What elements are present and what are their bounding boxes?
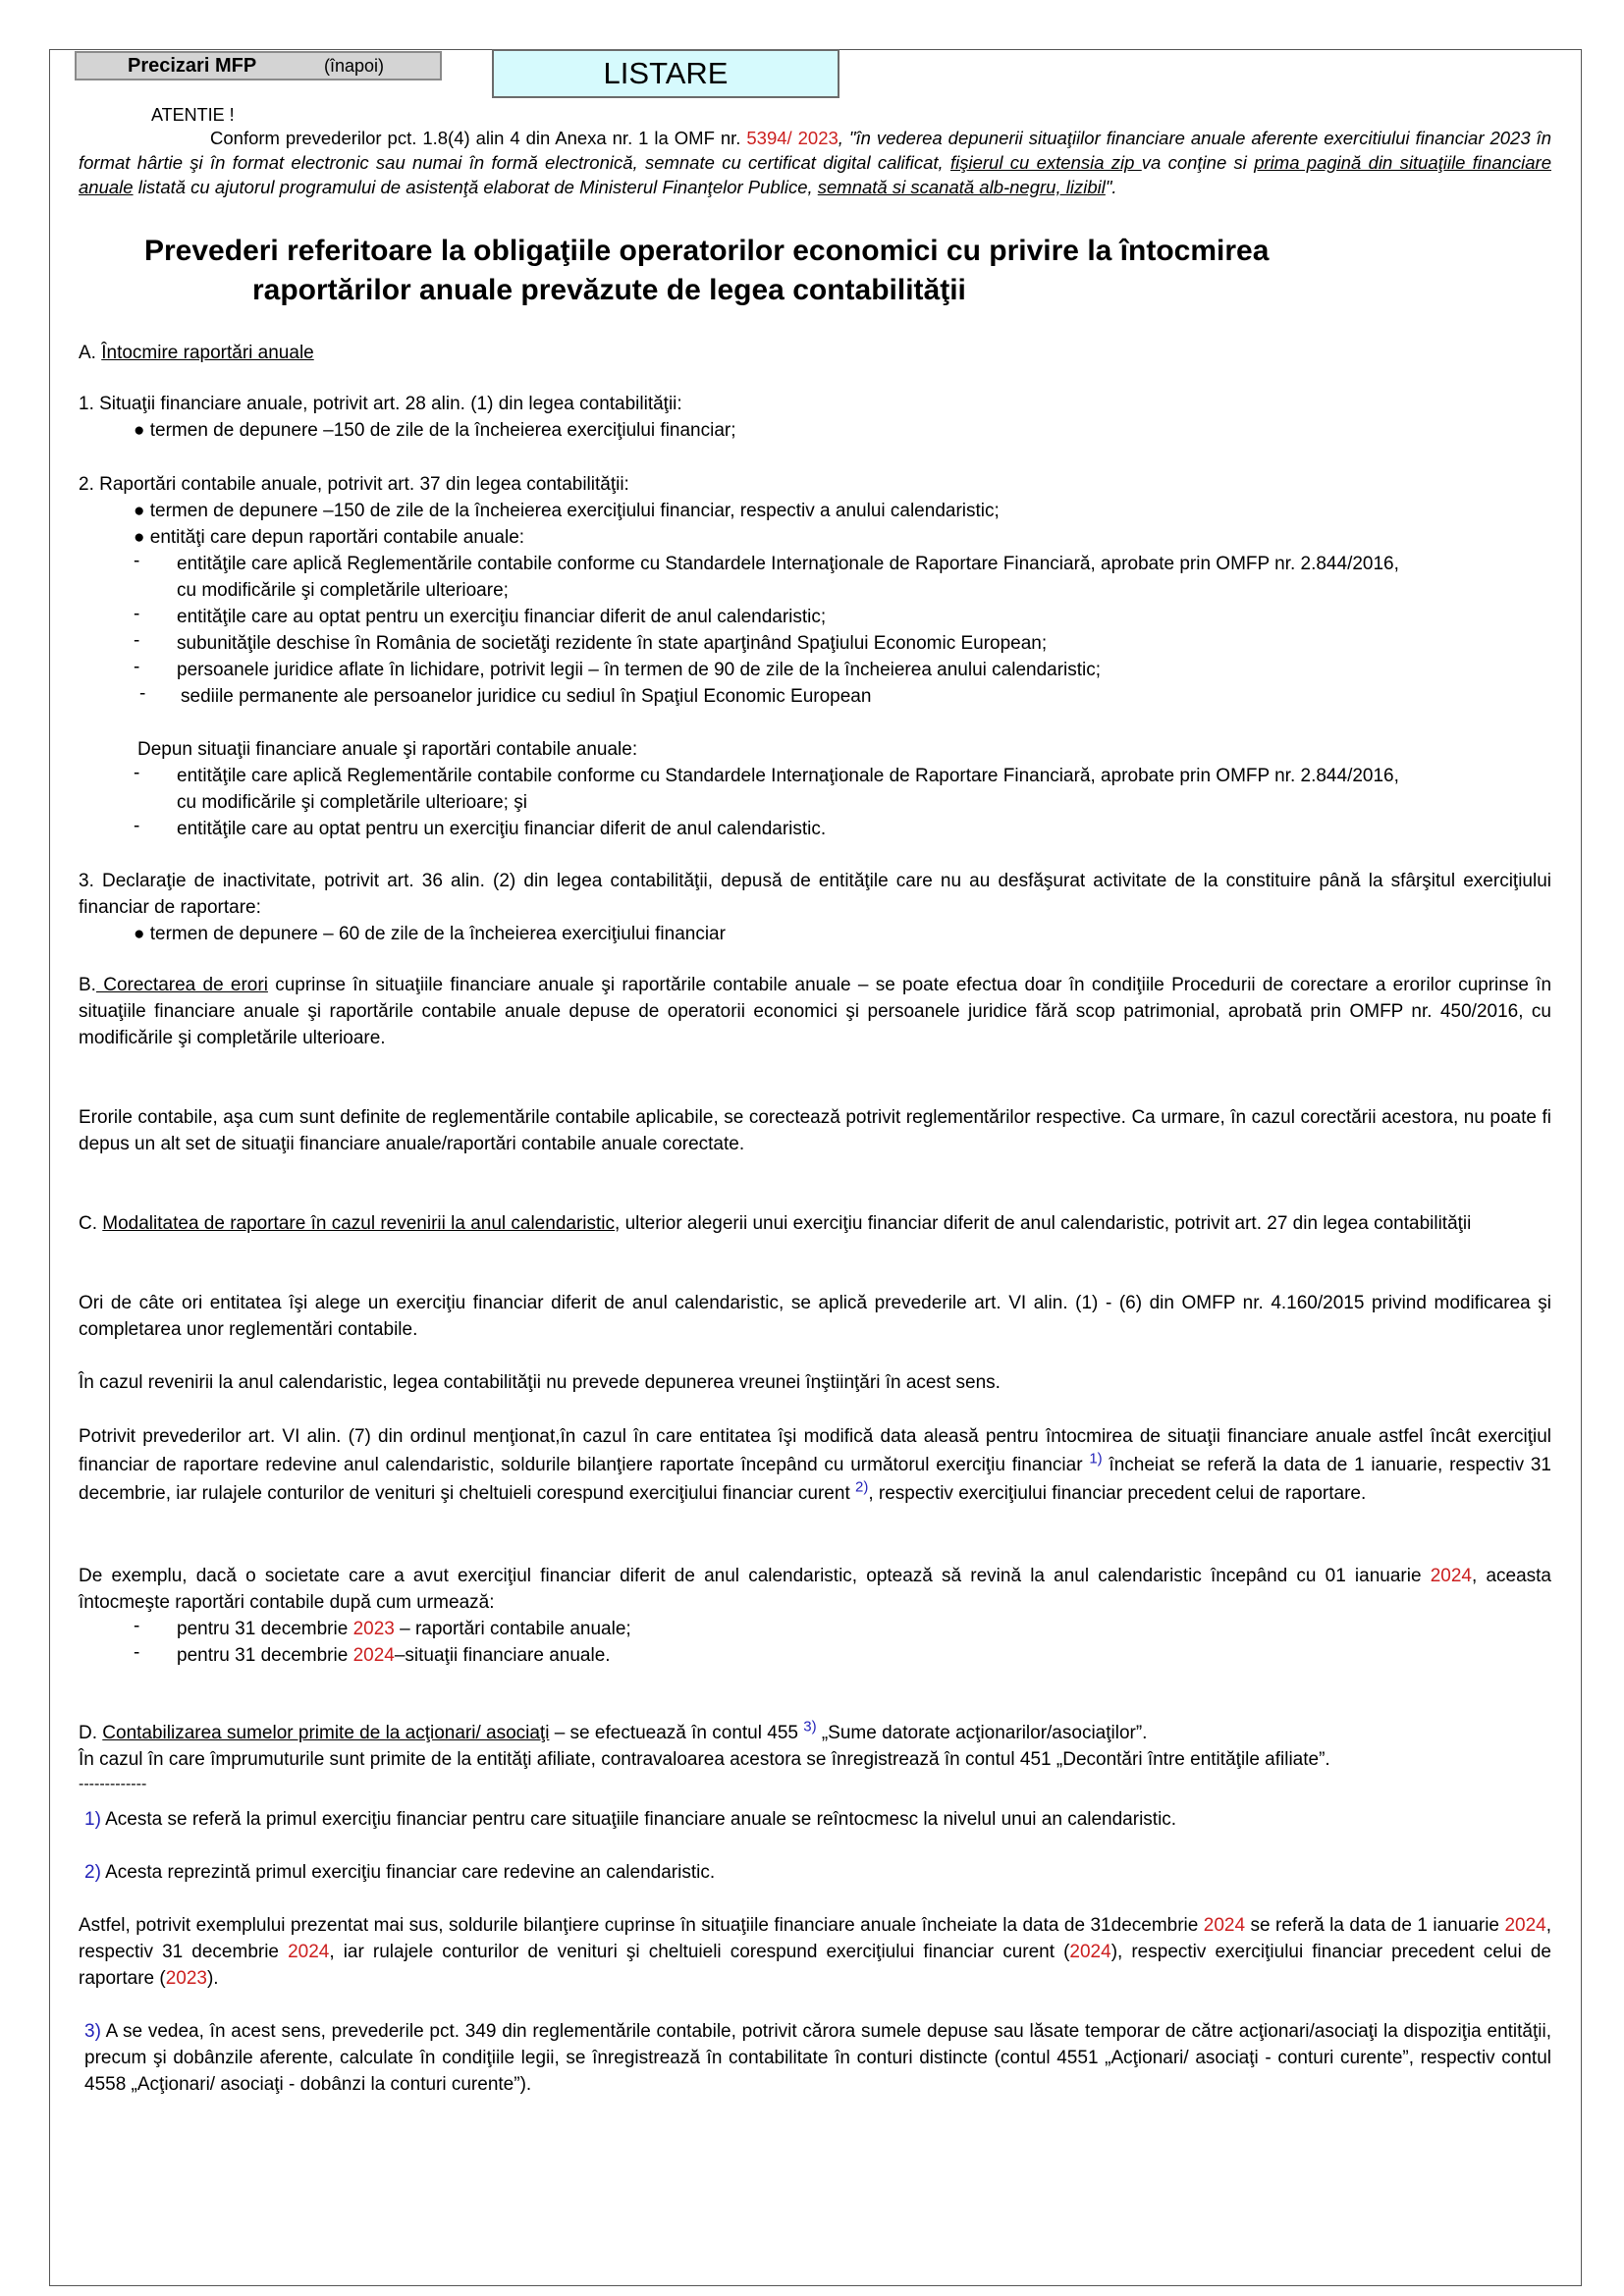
section-a-item2-dash1a: entităţile care aplică Reglementările contabile conforme cu Standardele Internaţionale de Raportare Financiară, aprobate prin OMFP nr. 2.844/2016, [177, 554, 1399, 574]
dash-marker: - [134, 1642, 140, 1663]
footnote-1: 1) Acesta se referă la primul exerciţiu financiar pentru care situaţiile financiare anuale se reîntocmesc la nivelul unui an calendaristic. [84, 1809, 1177, 1830]
attention-text: Conform prevederilor pct. 1.8(4) alin 4 din Anexa nr. 1 la OMF nr. 5394/ 2023, "în vederea depunerii situaţiilor financiare anuale aferente exercitiului financiar 2023 în format hârtie şi în format electronic sau numai în formă electronică, semnate cu certificat digital calificat, fişierul cu extensia zip va conţine si prima pagină din situaţiile financiare anuale listată cu ajutorul programului de asistenţă elaborat de Ministerul Finanţelor Publice, semnată si scanată alb-negru, lizibil". [79, 128, 1552, 197]
section-a-item1-bullet: ● termen de depunere –150 de zile de la încheierea exerciţiului financiar; [134, 420, 736, 441]
section-c-paragraph3: În cazul revenirii la anul calendaristic, legea contabilităţii nu prevede depunerea vreunei înştiinţări în acest sens. [79, 1372, 1001, 1393]
dash-marker: - [134, 763, 140, 783]
section-a-item2-bullet2: ● entităţi care depun raportări contabile anuale: [134, 527, 525, 548]
attention-label: ATENTIE ! [151, 105, 235, 125]
dash-marker: - [134, 657, 140, 677]
section-a-item2-dash4: persoanele juridice aflate în lichidare, potrivit legii – în termen de 90 de zile de la încheierea anului calendaristic; [177, 660, 1102, 680]
section-a-both-dash1a: entităţile care aplică Reglementările contabile conforme cu Standardele Internaţionale de Raportare Financiară, aprobate prin OMFP nr. 2.844/2016, [177, 766, 1399, 786]
section-d-paragraph2: În cazul în care împrumuturile sunt primite de la entităţi afiliate, contravaloarea acestora se înregistrează în contul 451 „Decontări între entităţile afiliate”. [79, 1749, 1330, 1770]
page-title-line2: raportărilor anuale prevăzute de legea contabilităţii [252, 274, 966, 306]
section-a-item2: 2. Raportări contabile anuale, potrivit art. 37 din legea contabilităţii: [79, 474, 629, 495]
footnote-2-example: Astfel, potrivit exemplului prezentat mai sus, soldurile bilanţiere cuprinse în situaţiile financiare anuale încheiate la data de 31decembrie 2024 se referă la data de 1 ianuarie 2024, respectiv 31 decembrie 2024, iar rulajele conturilor de venituri şi cheltuieli corespund exerciţiului financiar curent (2024), respectiv exerciţiului financiar precedent celui de raportare (2023). [79, 1915, 1551, 1989]
section-b-paragraph2: Erorile contabile, aşa cum sunt definite de reglementările contabile aplicabile, se corectează potrivit reglementărilor respective. Ca urmare, în cazul corectării acestora, nu poate fi depus un alt set de situaţii financiare anuale/raportări contabile anuale corectate. [79, 1107, 1551, 1154]
section-b-paragraph1: B. Corectarea de erori cuprinse în situaţiile financiare anuale şi raportările contabile anuale – se poate efectua doar în condiţiile Procedurii de corectare a erorilor cuprinse în situaţiile financiare anuale şi raportările contabile anuale depuse de operatorii economici şi persoanele juridice fără scop patrimonial, aprobată prin OMFP nr. 450/2016, cu modificările şi completările ulterioare. [79, 975, 1552, 1048]
section-a-both-dash1b: cu modificările şi completările ulterioare; şi [177, 792, 527, 813]
dash-marker: - [134, 1616, 140, 1636]
precizari-mfp-label: Precizari MFP [128, 55, 257, 77]
section-a-both-intro: Depun situaţii financiare anuale şi raportări contabile anuale: [137, 739, 638, 760]
section-c-paragraph4: Potrivit prevederilor art. VI alin. (7) din ordinul menţionat,în cazul în care entitatea îşi modifică data aleasă pentru întocmirea de situaţii financiare anuale astfel încât exerciţiul financiar de raportare redevine anul calendaristic, soldurile bilanţiere raportate începând cu următorul exerciţiu financiar $^{1)}$ încheiat se referă la data de 1 ianuarie, respectiv 31 decembrie, iar rulajele conturilor de venituri şi cheltuieli corespund exerciţiului financiar curent $^{2)}$, respectiv exerciţiului financiar precedent celui de raportare. [79, 1426, 1551, 1504]
section-a-item3: 3. Declaraţie de inactivitate, potrivit art. 36 alin. (2) din legea contabilităţii, depusă de entităţile care nu au desfăşurat activitate de la constituire până la sfârşitul exerciţiului financiar de raportare: [79, 871, 1551, 918]
dash-marker: - [139, 683, 146, 704]
page-title-line1: Prevederi referitoare la obligaţiile operatorilor economici cu privire la întocmirea [144, 235, 1270, 267]
footnote-ref-2[interactable]: 2) [855, 1478, 869, 1496]
footnote-3: 3) A se vedea, în acest sens, prevederile pct. 349 din reglementările contabile, potrivit cărora sumele depuse sau lăsate temporar de către acţionari/asociaţi la dispoziţia entităţii, precum şi dobânzile aferente, calculate în condiţiile legii, se înregistrează în contabilitate în conturi distincte (contul 4551 „Acţionari/ asociaţi - conturi curente”, respectiv contul 4558 „Acţionari/ asociaţi - dobânzi la conturi curente”). [84, 2021, 1551, 2095]
section-c-dash2: pentru 31 decembrie 2024–situaţii financiare anuale. [177, 1645, 611, 1666]
footnote-ref-1[interactable]: 1) [1089, 1450, 1103, 1468]
section-c-paragraph5: De exemplu, dacă o societate care a avut exerciţiul financiar diferit de anul calendaristic, optează să revină la anul calendaristic începând cu 01 ianuarie 2024, aceasta întocmeşte raportări contabile după cum urmează: [79, 1566, 1551, 1613]
section-c-paragraph2: Ori de câte ori entitatea îşi alege un exerciţiu financiar diferit de anul calendaristic, se aplică prevederile art. VI alin. (1) - (6) din OMFP nr. 4.160/2015 privind modificarea şi completarea unor reglementări contabile. [79, 1293, 1551, 1340]
dash-marker: - [134, 816, 140, 836]
footnote-separator: ------------- [79, 1776, 147, 1792]
section-a-both-dash2: entităţile care au optat pentru un exerciţiu financiar diferit de anul calendaristic. [177, 819, 827, 839]
dash-marker: - [134, 604, 140, 624]
section-a-item2-dash3: subunităţile deschise în România de societăţi rezidente în state aparţinând Spaţiului Economic European; [177, 633, 1048, 654]
section-a-heading: A. Întocmire raportări anuale [79, 343, 314, 363]
dash-marker: - [134, 630, 140, 651]
dash-marker: - [134, 551, 140, 571]
section-a-item3-bullet: ● termen de depunere – 60 de zile de la încheierea exerciţiului financiar [134, 924, 726, 944]
listare-button[interactable]: LISTARE [492, 49, 839, 98]
section-d-paragraph1: D. Contabilizarea sumelor primite de la acţionari/ asociaţi – se efectuează în contul 455 $^{3)}$ „Sume datorate acţionarilor/asociaţilor”. [79, 1718, 1148, 1743]
footnote-2: 2) Acesta reprezintă primul exerciţiu financiar care redevine an calendaristic. [84, 1862, 716, 1883]
section-a-item2-dash2: entităţile care au optat pentru un exerciţiu financiar diferit de anul calendaristic; [177, 607, 827, 627]
precizari-mfp-button[interactable] [75, 51, 442, 80]
back-link[interactable]: (înapoi) [324, 56, 385, 76]
section-a-item2-dash1b: cu modificările şi completările ulterioare; [177, 580, 509, 601]
section-a-item1: 1. Situaţii financiare anuale, potrivit art. 28 alin. (1) din legea contabilităţii: [79, 394, 682, 414]
section-a-item2-bullet1: ● termen de depunere –150 de zile de la încheierea exerciţiului financiar, respectiv a anului calendaristic; [134, 501, 1000, 521]
section-a-item2-dash5: sediile permanente ale persoanelor juridice cu sediul în Spaţiul Economic European [181, 686, 872, 707]
section-c-heading: C. Modalitatea de raportare în cazul revenirii la anul calendaristic, ulterior alegerii unui exerciţiu financiar diferit de anul calendaristic, potrivit art. 27 din legea contabilităţii [79, 1213, 1472, 1234]
footnote-ref-3[interactable]: 3) [803, 1718, 817, 1735]
section-c-dash1: pentru 31 decembrie 2023 – raportări contabile anuale; [177, 1619, 631, 1639]
